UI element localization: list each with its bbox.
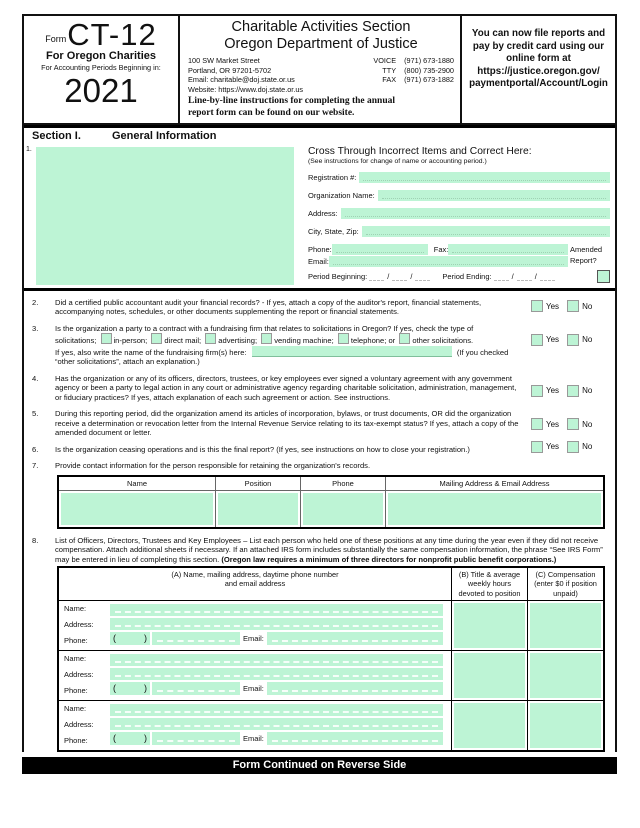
q3-other-solicitations-checkbox[interactable]: [399, 333, 410, 344]
q6-yes-label: Yes: [546, 442, 560, 452]
question-5-text: During this reporting period, did the organization amend its articles of incorporation, bylaws, or trust documents, OR did the organization receive a determination or revocation letter from the Internal Revenue Service relating to its tax-exempt status? If yes, attach a copy of the amended document or letter.: [55, 409, 519, 438]
officer-row-3-compensation-cell: [527, 700, 603, 750]
dept-title-line2: Oregon Department of Justice: [224, 36, 418, 53]
officer1-compensation-input[interactable]: [530, 603, 601, 648]
email-input[interactable]: [329, 256, 568, 267]
col-header-mailing: Mailing Address & Email Address: [386, 477, 603, 491]
amended-report-label: Amended Report?: [570, 245, 603, 266]
address-city: Portland, OR 97201-5702: [188, 65, 272, 75]
q5-yes-label: Yes: [546, 419, 560, 429]
q3-vending-machine-checkbox[interactable]: [261, 333, 272, 344]
officer-row-2-compensation-cell: [527, 650, 603, 700]
period-begin-year-input[interactable]: [415, 272, 430, 281]
question-7-number: 7.: [32, 461, 39, 471]
period-row: Period Beginning: / / Period Ending: / /: [308, 270, 610, 283]
section1-title: General Information: [111, 130, 217, 142]
q2-no-checkbox[interactable]: [567, 300, 579, 312]
city-state-zip-label: City, State, Zip:: [308, 227, 359, 236]
payment-portal-url-2: paymentportal/Account/Login: [469, 78, 608, 90]
question-8-text: List of Officers, Directors, Trustees and Key Employees – List each person who held one of these positions at any time during the year even if they did not receive compensation. Attach additional sheets if necessary. If an attached IRS form includes substantially the same compensation information, the phrase “See IRS Form” may be entered in lieu of completing this section. (Oregon law requires a minimum of three directors for nonprofit public benefit corporations.): [55, 535, 603, 564]
officer2-name-label: Name:: [64, 653, 87, 663]
correction-subtitle: (See instructions for change of name or accounting period.): [308, 158, 487, 165]
fundraising-firm-input[interactable]: [252, 346, 452, 357]
period-ending-label: Period Ending:: [442, 272, 492, 281]
officers-colA-header: (A) Name, mailing address, daytime phone number and email address: [171, 570, 339, 589]
q3-telephone-checkbox[interactable]: [338, 333, 349, 344]
question-8-bold-note: (Oregon law requires a minimum of three directors for nonprofit public benefit corporations.): [221, 554, 557, 564]
officer3-compensation-input[interactable]: [530, 703, 601, 748]
q2-no-label: No: [582, 301, 593, 311]
payment-portal-url: https://justice.oregon.gov/: [477, 65, 600, 77]
q5-yes-checkbox[interactable]: [531, 418, 543, 430]
org-name-label: Organization Name:: [308, 191, 375, 200]
dept-title-line1: Charitable Activities Section: [231, 19, 411, 35]
q3-yes-checkbox[interactable]: [531, 334, 543, 346]
contact-name-cell: [59, 491, 216, 527]
officer1-phone-input[interactable]: [152, 632, 240, 645]
fax-number: (971) 673-1882: [404, 75, 454, 85]
address-email: Email: charitable@doj.state.or.us: [188, 75, 295, 85]
officer1-address-input[interactable]: [110, 618, 443, 630]
form-label: Form: [45, 33, 67, 44]
fax-label: FAX: [382, 75, 397, 85]
officer2-email-label: Email:: [243, 683, 264, 693]
question-8-number: 8.: [32, 535, 39, 545]
officer2-address-label: Address:: [64, 669, 94, 679]
address-label: Address:: [308, 209, 338, 218]
question-1: [24, 144, 615, 291]
question-5: [32, 409, 607, 437]
question-7-text: Provide contact information for the person responsible for retaining the organization's records.: [55, 461, 371, 471]
officer3-phone-label: Phone:: [64, 735, 88, 745]
question-1-number: 1.: [26, 146, 32, 153]
contact-phone-cell: [301, 491, 386, 527]
address-input[interactable]: [341, 208, 610, 219]
officer3-name-label: Name:: [64, 703, 87, 713]
officer3-area-code-input[interactable]: ( ): [110, 732, 150, 745]
officer3-email-input[interactable]: [267, 732, 443, 745]
col-header-position: Position: [216, 477, 301, 491]
officer-row-3-info: [59, 700, 451, 750]
form-header: [22, 14, 617, 125]
amended-report-checkbox[interactable]: [597, 270, 610, 283]
preprinted-org-info-field[interactable]: [36, 147, 294, 285]
tty-number: (800) 735-2900: [404, 65, 454, 75]
col-header-name: Name: [59, 477, 216, 491]
question-3-text: Is the organization a party to a contract with a fundraising firm that relates to solicitations in Oregon? If yes, check the type of solicitations; in-person; direct mail; advertising; vending machine; telephone; or other solicitations. If yes, also write the name of the fundraising firm(s) here: (If you checked “other solicitations”, attach an explanation.): [55, 323, 509, 367]
records-contact-table: [57, 475, 605, 529]
officer1-email-label: Email:: [243, 633, 264, 643]
fax-input[interactable]: [448, 244, 568, 255]
correction-title: Cross Through Incorrect Items and Correct Here:: [308, 146, 532, 157]
phone-email-block: [308, 244, 610, 267]
q2-yes-label: Yes: [546, 301, 560, 311]
officers-table: [57, 566, 605, 752]
question-2: [32, 298, 607, 317]
officer2-area-code-input[interactable]: ( ): [110, 682, 150, 695]
officer2-name-input[interactable]: [110, 654, 443, 666]
email-label: Email:: [308, 257, 329, 266]
officer2-title-input[interactable]: [454, 653, 525, 698]
q4-no-label: No: [582, 386, 593, 396]
form-continued-banner: Form Continued on Reverse Side: [22, 757, 617, 774]
officer-row-1-info: [59, 600, 451, 650]
q3-no-checkbox[interactable]: [567, 334, 579, 346]
contact-name-input[interactable]: [61, 493, 213, 525]
question-4-number: 4.: [32, 373, 39, 383]
question-6-text: Is the organization ceasing operations and is this the final report? (If yes, see instructions on how to close your registration.): [55, 444, 470, 454]
period-beginning-label: Period Beginning:: [308, 272, 368, 281]
officer1-title-input[interactable]: [454, 603, 525, 648]
period-end-month-input[interactable]: [494, 272, 509, 281]
question-2-text: Did a certified public accountant audit your financial records? - If yes, attach a copy of the auditor's report, financial statements, accompanying notes, schedules, or other documents supplementing the report or financial statements.: [55, 298, 482, 317]
officer2-compensation-input[interactable]: [530, 653, 601, 698]
period-begin-month-input[interactable]: [369, 272, 384, 281]
contact-position-input[interactable]: [218, 493, 298, 525]
q3-no-label: No: [582, 335, 593, 345]
registration-label: Registration #:: [308, 173, 357, 182]
officer3-name-input[interactable]: [110, 704, 443, 716]
question-8: [32, 536, 607, 564]
q3-yes-label: Yes: [546, 335, 560, 345]
q6-yes-checkbox[interactable]: [531, 441, 543, 453]
officer1-phone-label: Phone:: [64, 635, 88, 645]
correction-panel: [294, 145, 615, 288]
question-4: [32, 374, 607, 402]
q4-no-checkbox[interactable]: [567, 385, 579, 397]
dept-contacts: [366, 56, 454, 94]
officer2-address-input[interactable]: [110, 668, 443, 680]
form-year: 2021: [64, 71, 138, 109]
officer2-email-input[interactable]: [267, 682, 443, 695]
address-street: 100 SW Market Street: [188, 56, 260, 66]
officer3-title-input[interactable]: [454, 703, 525, 748]
contact-phone-input[interactable]: [303, 493, 383, 525]
question-6: [32, 442, 607, 454]
section1-header: [24, 125, 615, 144]
q4-yes-label: Yes: [546, 386, 560, 396]
question-4-text: Has the organization or any of its officers, directors, trustees, or key employees ever signed a voluntary agreement with any government agency or been a party to legal action in any court or administrative agency regarding charitable solicitation, administration, management, or fiduciary practices? If yes, attach explanation of each such agreement or action. See instructions.: [55, 373, 517, 402]
form-id-box: [24, 16, 180, 123]
q6-no-checkbox[interactable]: [567, 441, 579, 453]
officer2-phone-label: Phone:: [64, 685, 88, 695]
period-end-day-input[interactable]: [517, 272, 532, 281]
q5-no-label: No: [582, 419, 593, 429]
q3-in-person-checkbox[interactable]: [101, 333, 112, 344]
contact-position-cell: [216, 491, 301, 527]
officer1-name-label: Name:: [64, 603, 87, 613]
col-header-phone: Phone: [301, 477, 386, 491]
officer1-address-label: Address:: [64, 619, 94, 629]
officer1-name-input[interactable]: [110, 604, 443, 616]
phone-input[interactable]: [332, 244, 428, 255]
city-state-zip-input[interactable]: [362, 226, 610, 237]
officer-row-1-compensation-cell: [527, 600, 603, 650]
question-7: [32, 461, 607, 470]
officer3-address-input[interactable]: [110, 718, 443, 730]
q5-no-checkbox[interactable]: [567, 418, 579, 430]
period-begin-day-input[interactable]: [392, 272, 407, 281]
address-website: Website: https://www.doj.state.or.us: [188, 84, 304, 94]
form-body: [22, 125, 617, 752]
q2-yes-checkbox[interactable]: [531, 300, 543, 312]
officer3-phone-input[interactable]: [152, 732, 240, 745]
q3-advertising-checkbox[interactable]: [205, 333, 216, 344]
officer3-email-label: Email:: [243, 733, 264, 743]
officer-row-2-title-cell: [451, 650, 527, 700]
question-5-number: 5.: [32, 409, 39, 419]
officer3-address-label: Address:: [64, 719, 94, 729]
question-3-number: 3.: [32, 323, 39, 333]
officer-row-2-info: [59, 650, 451, 700]
q3-direct-mail-checkbox[interactable]: [151, 333, 162, 344]
q6-no-label: No: [582, 442, 593, 452]
officers-colB-header: (B) Title & average weekly hours devoted to position: [451, 568, 527, 600]
department-box: [180, 16, 462, 123]
q4-yes-checkbox[interactable]: [531, 385, 543, 397]
form-sheet: [22, 14, 617, 774]
for-oregon-charities: For Oregon Charities: [45, 49, 157, 62]
tty-label: TTY: [382, 65, 397, 75]
section1-label: Section I.: [32, 130, 81, 142]
voice-number: (971) 673-1880: [404, 56, 454, 66]
officers-colC-header: (C) Compensation (enter $0 if position unpaid): [527, 568, 603, 600]
officer2-phone-input[interactable]: [152, 682, 240, 695]
accounting-period-label: For Accounting Periods Beginning in:: [41, 62, 161, 72]
period-end-year-input[interactable]: [540, 272, 555, 281]
contact-mailing-input[interactable]: [388, 493, 601, 525]
question-2-number: 2.: [32, 298, 39, 307]
dept-address: [188, 56, 303, 94]
officer-row-3-title-cell: [451, 700, 527, 750]
officer1-area-code-input[interactable]: ( ): [110, 632, 150, 645]
officer-row-1-title-cell: [451, 600, 527, 650]
voice-label: VOICE: [373, 56, 397, 66]
question-3: [32, 324, 607, 367]
online-filing-box: You can now file reports and pay by credit card using our online form at https://justice.oregon.gov/ paymentportal/Account/Login: [462, 16, 615, 123]
instructions-note: Line-by-line instructions for completing the annual report form can be found on our website.: [188, 96, 395, 118]
officer1-email-input[interactable]: [267, 632, 443, 645]
registration-input[interactable]: [359, 172, 610, 183]
fax-field-label: Fax:: [433, 245, 449, 254]
phone-label: Phone:: [308, 245, 332, 254]
form-number: CT-12: [67, 17, 157, 52]
question-6-number: 6.: [32, 444, 39, 454]
org-name-input[interactable]: [378, 190, 610, 201]
contact-mailing-cell: [386, 491, 603, 527]
